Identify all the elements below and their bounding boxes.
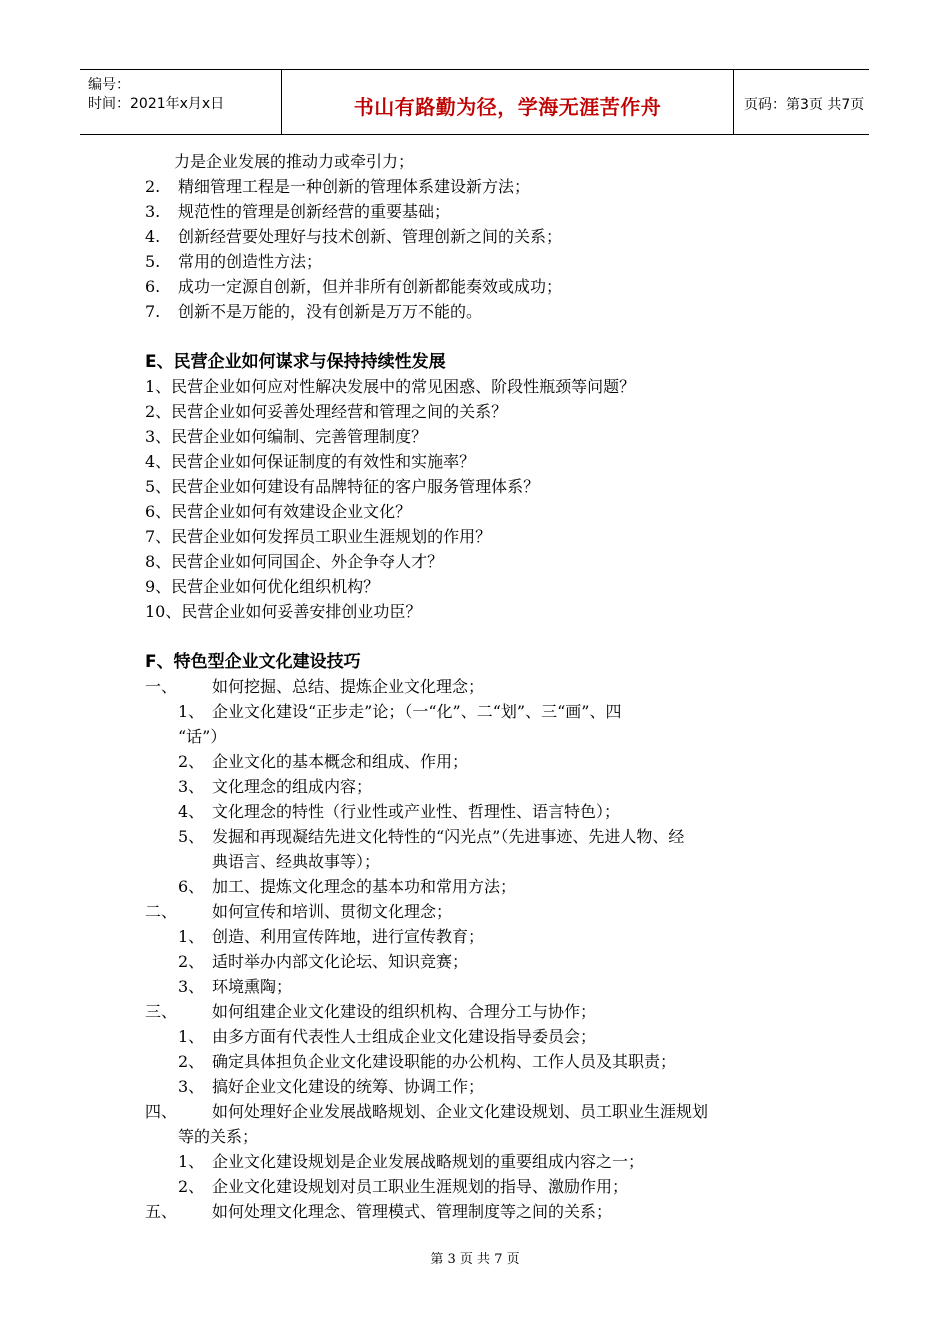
list-item-text: 成功一定源自创新，但并非所有创新都能奏效或成功； <box>178 277 563 296</box>
list-item-text: 如何宣传和培训、贯彻文化理念； <box>212 902 453 921</box>
list-item-text: F、特色型企业文化建设技巧 <box>145 652 361 672</box>
list-item-number: 2. <box>145 177 161 196</box>
document-header <box>80 69 869 135</box>
list-item-text: 精细管理工程是一种创新的管理体系建设新方法； <box>178 177 531 196</box>
list-item-text: 企业文化建设“正步走”论；（一“化”、二“划”、三“画”、四 <box>212 702 622 721</box>
list-item-number: 2、 <box>178 752 205 771</box>
list-item-text: 搞好企业文化建设的统筹、协调工作； <box>212 1077 485 1096</box>
list-item-text: 7、民营企业如何发挥员工职业生涯规划的作用？ <box>145 527 492 546</box>
list-item-number: 3、 <box>178 1077 205 1096</box>
list-item-number: 三、 <box>145 1002 178 1021</box>
list-item-text: 加工、提炼文化理念的基本功和常用方法； <box>212 877 517 896</box>
list-item-number: 1、 <box>178 927 205 946</box>
list-item-number: 7. <box>145 302 161 321</box>
list-item-text: “话”） <box>178 727 227 746</box>
list-item-text: 企业文化建设规划是企业发展战略规划的重要组成内容之一； <box>212 1152 645 1171</box>
list-item-number: 5. <box>145 252 161 271</box>
list-item-text: 创新不是万能的，没有创新是万万不能的。 <box>178 302 483 321</box>
list-item-number: 五、 <box>145 1202 178 1221</box>
list-item-text: 如何组建企业文化建设的组织机构、合理分工与协作； <box>212 1002 597 1021</box>
list-item-number: 3. <box>145 202 161 221</box>
list-item-text: 如何挖掘、总结、提炼企业文化理念； <box>212 677 485 696</box>
list-item-text: 5、民营企业如何建设有品牌特征的客户服务管理体系？ <box>145 477 540 496</box>
list-item-text: 1、民营企业如何应对性解决发展中的常见困惑、阶段性瓶颈等问题？ <box>145 377 636 396</box>
list-item-number: 6. <box>145 277 161 296</box>
list-item-text: 适时举办内部文化论坛、知识竞赛； <box>212 952 469 971</box>
list-item-text: 8、民营企业如何同国企、外企争夺人才？ <box>145 552 444 571</box>
list-item-text: 力是企业发展的推动力或牵引力； <box>174 152 415 171</box>
list-item-text: 6、民营企业如何有效建设企业文化？ <box>145 502 412 521</box>
list-item-number: 4、 <box>178 802 205 821</box>
list-item-text: 3、民营企业如何编制、完善管理制度？ <box>145 427 428 446</box>
list-item-text: 常用的创造性方法； <box>178 252 323 271</box>
list-item-number: 1、 <box>178 1027 205 1046</box>
header-page-number: 页码：第3页 共7页 <box>744 97 865 113</box>
list-item-number: 四、 <box>145 1102 178 1121</box>
header-meta-cell <box>80 70 282 134</box>
list-item-text: 创造、利用宣传阵地，进行宣传教育； <box>212 927 485 946</box>
list-item-text: 等的关系； <box>178 1127 259 1146</box>
list-item-number: 2、 <box>178 1177 205 1196</box>
list-item-number: 一、 <box>145 677 178 696</box>
list-item-text: 如何处理好企业发展战略规划、企业文化建设规划、员工职业生涯规划 <box>212 1102 709 1121</box>
list-item-number: 2、 <box>178 952 205 971</box>
list-item-text: 10、民营企业如何妥善安排创业功臣？ <box>145 602 422 621</box>
list-item-number: 3、 <box>178 977 205 996</box>
list-item-number: 4. <box>145 227 161 246</box>
list-item-number: 3、 <box>178 777 205 796</box>
page-footer: 第 3 页 共 7 页 <box>430 1252 520 1267</box>
header-motto: 书山有路勤为径，学海无涯苦作舟 <box>353 95 662 119</box>
doc-code-label: 编号： <box>88 77 130 93</box>
header-motto-cell <box>282 70 734 134</box>
list-item-text: 创新经营要处理好与技术创新、管理创新之间的关系； <box>178 227 563 246</box>
header-page-cell <box>734 70 869 134</box>
list-item-text: 文化理念的特性（行业性或产业性、哲理性、语言特色）； <box>212 802 621 821</box>
doc-date: 时间：2021年x月x日 <box>88 96 225 112</box>
list-item-text: E、民营企业如何谋求与保持持续性发展 <box>145 352 446 372</box>
list-item-text: 9、民营企业如何优化组织机构？ <box>145 577 380 596</box>
list-item-text: 2、民营企业如何妥善处理经营和管理之间的关系？ <box>145 402 508 421</box>
list-item-text: 4、民营企业如何保证制度的有效性和实施率？ <box>145 452 476 471</box>
list-item-text: 发掘和再现凝结先进文化特性的“闪光点”（先进事迹、先进人物、经 <box>212 827 685 846</box>
list-item-number: 1、 <box>178 702 205 721</box>
list-item-text: 如何处理文化理念、管理模式、管理制度等之间的关系； <box>212 1202 613 1221</box>
list-item-number: 2、 <box>178 1052 205 1071</box>
list-item-text: 企业文化的基本概念和组成、作用； <box>212 752 469 771</box>
list-item-text: 由多方面有代表性人士组成企业文化建设指导委员会； <box>212 1027 597 1046</box>
list-item-number: 二、 <box>145 902 178 921</box>
list-item-number: 5、 <box>178 827 205 846</box>
list-item-number: 6、 <box>178 877 205 896</box>
list-item-number: 1、 <box>178 1152 205 1171</box>
list-item-text: 确定具体担负企业文化建设职能的办公机构、工作人员及其职责； <box>212 1052 677 1071</box>
list-item-text: 规范性的管理是创新经营的重要基础； <box>178 202 451 221</box>
list-item-text: 环境熏陶； <box>212 977 293 996</box>
list-item-text: 典语言、经典故事等）； <box>212 852 381 871</box>
list-item-text: 企业文化建设规划对员工职业生涯规划的指导、激励作用； <box>212 1177 629 1196</box>
list-item-text: 文化理念的组成内容； <box>212 777 373 796</box>
